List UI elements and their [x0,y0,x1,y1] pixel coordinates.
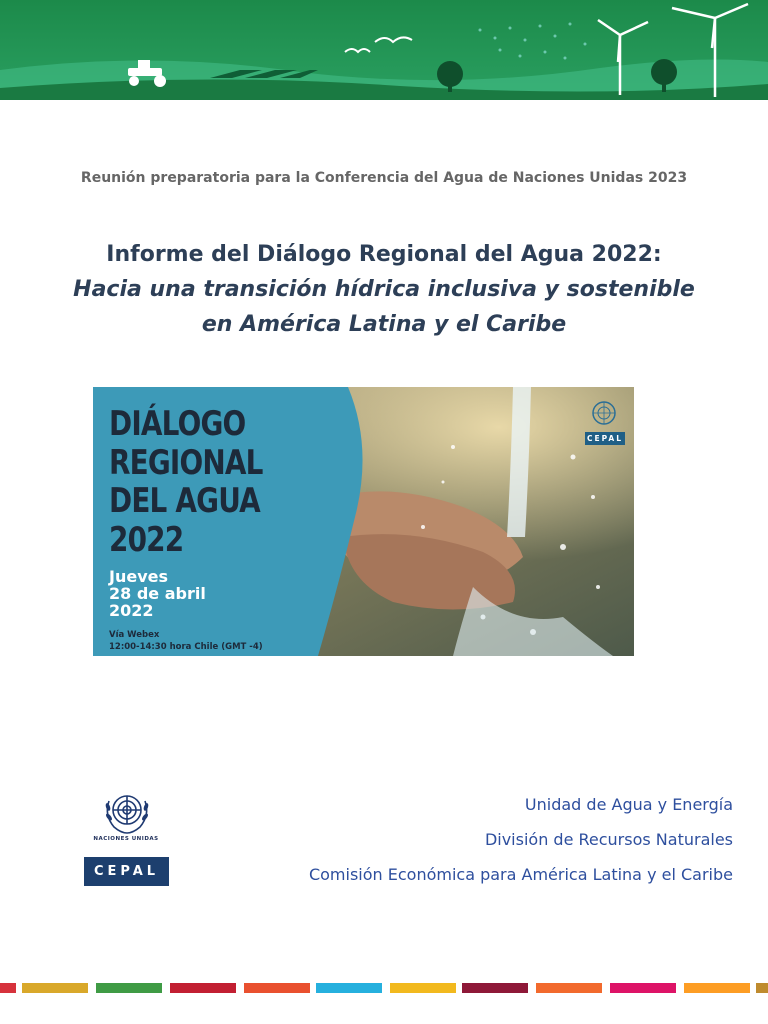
landscape-illustration [0,0,768,100]
footer-stripe [756,983,768,993]
hero-event-title [109,405,263,559]
org-unit: Unidad de Agua y Energía [524,795,733,814]
cepal-logo: CEPAL [84,857,169,886]
org-division: División de Recursos Naturales [484,830,733,849]
title-line-2: Hacia una transición hídrica inclusiva y sostenible [73,277,695,302]
footer-stripe [170,983,236,993]
event-hero-image [93,387,634,656]
hero-title-line: DIÁLOGO [109,404,246,444]
hero-via-line: Vía Webex [109,630,160,640]
hero-cepal-logo: CEPAL [586,434,624,443]
hero-event-platform [109,629,263,653]
hero-date-line: Jueves [109,567,168,586]
header-banner [0,0,768,100]
un-label: NACIONES UNIDAS [93,836,159,842]
hero-date-line: 2022 [109,601,154,620]
footer-stripe [536,983,602,993]
hero-event-date [109,568,206,619]
meeting-subtitle: Reunión preparatoria para la Conferencia del Agua de Naciones Unidas 2023 [80,170,688,186]
footer-stripe [684,983,750,993]
footer-stripe [390,983,456,993]
footer-stripe [0,983,16,993]
title-line-3: en América Latina y el Caribe [201,312,567,337]
org-commission: Comisión Económica para América Latina y el Caribe [308,865,733,884]
hero-title-line: 2022 [109,519,184,560]
footer-stripe [316,983,382,993]
report-title [0,237,768,342]
footer-stripe [610,983,676,993]
footer-stripe [462,983,528,993]
footer-stripe [244,983,310,993]
hero-title-line: DEL AGUA [109,481,260,521]
hero-date-line: 28 de abril [109,584,206,603]
footer-stripe [22,983,88,993]
title-line-1: Informe del Diálogo Regional del Agua 2022: [106,242,662,267]
hero-via-line: 12:00-14:30 hora Chile (GMT -4) [109,642,263,652]
footer-stripe [96,983,162,993]
hero-title-line: REGIONAL [109,442,263,483]
